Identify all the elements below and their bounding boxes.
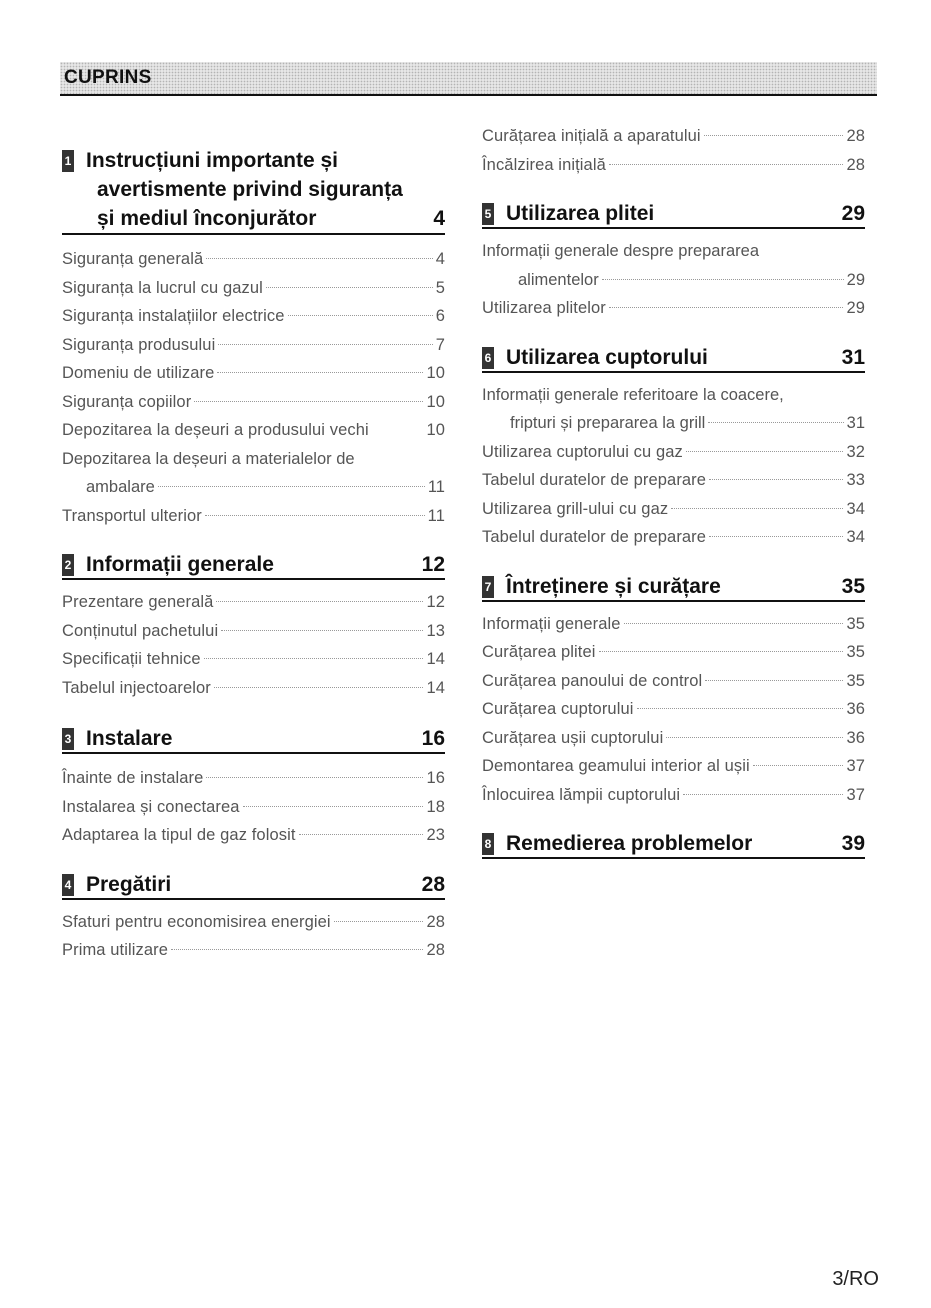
entry-page: 34 [846, 499, 865, 518]
leader-dots [194, 401, 423, 402]
page-number: 3/RO [832, 1268, 879, 1290]
leader-dots [171, 949, 423, 950]
leader-dots [299, 834, 424, 835]
entry-title: Siguranța generală [62, 250, 204, 268]
toc-entry[interactable] [62, 302, 445, 331]
section-title: Utilizarea plitei [506, 202, 655, 225]
section-page: 29 [841, 202, 865, 225]
section-page: 16 [421, 727, 445, 750]
toc-entry[interactable] [482, 495, 865, 524]
toc-left-column [62, 110, 445, 965]
entry-title: Informații generale despre prepararea [482, 242, 759, 260]
leader-dots [216, 601, 423, 602]
leader-dots [708, 422, 843, 423]
section-page: 35 [841, 574, 865, 598]
leader-dots [221, 630, 423, 631]
entry-page: 37 [846, 757, 865, 775]
toc-entry[interactable] [482, 122, 865, 151]
leader-dots [705, 680, 843, 681]
entry-page: 29 [846, 270, 865, 289]
entry-page: 10 [426, 364, 445, 382]
entry-page: 28 [426, 941, 445, 959]
entry-title: Curățarea inițială a aparatului [482, 127, 701, 145]
section-page: 28 [421, 872, 445, 896]
leader-dots [637, 708, 844, 709]
entry-title: Siguranța la lucrul cu gazul [62, 278, 263, 297]
section-title-line: avertismente privind siguranța [97, 178, 403, 201]
entry-title: Utilizarea grill-ului cu gaz [482, 499, 669, 518]
entry-page: 29 [846, 299, 865, 317]
section-heading[interactable] [482, 831, 865, 859]
section-number-badge: 3 [62, 728, 74, 750]
entry-title: Informații generale referitoare la coacere, [482, 385, 784, 404]
leader-dots [602, 279, 844, 280]
leader-dots [206, 777, 423, 778]
toc-entry[interactable] [482, 466, 865, 495]
toc-right-column [482, 122, 865, 859]
leader-dots [704, 135, 844, 136]
leader-dots [709, 536, 843, 537]
entry-title: Curățarea ușii cuptorului [482, 728, 664, 747]
entry-title: Tabelul injectoarelor [62, 678, 211, 697]
entry-page: 6 [435, 307, 445, 325]
page-title: CUPRINS [64, 67, 152, 88]
leader-dots [671, 508, 843, 509]
entry-title: Siguranța instalațiilor electrice [62, 307, 285, 325]
toc-entry[interactable] [482, 438, 865, 467]
entry-page: 13 [426, 621, 445, 640]
entry-title: Încălzirea inițială [482, 155, 606, 174]
leader-dots [217, 372, 423, 373]
leader-dots [683, 794, 843, 795]
leader-dots [609, 307, 844, 308]
entry-title: Tabelul duratelor de preparare [482, 528, 707, 546]
section-heading[interactable] [62, 552, 445, 580]
section-heading[interactable] [482, 345, 865, 373]
toc-entry[interactable] [62, 502, 445, 531]
toc-entry[interactable] [62, 617, 445, 646]
section-page: 31 [841, 345, 865, 369]
entry-title: Prima utilizare [62, 941, 169, 959]
toc-section-1 [62, 146, 445, 530]
entry-page: 28 [846, 155, 865, 174]
toc-entry[interactable] [482, 523, 865, 552]
entry-title: Siguranța produsului [62, 335, 216, 354]
entry-title: Înainte de instalare [62, 769, 204, 787]
section-heading[interactable] [482, 201, 865, 229]
section-page: 4 [433, 207, 445, 230]
section-number-badge: 4 [62, 874, 74, 896]
section-number-badge: 8 [482, 833, 494, 855]
section-page: 12 [421, 553, 445, 576]
entry-page: 11 [427, 506, 445, 525]
section-heading[interactable] [62, 726, 445, 754]
leader-dots [709, 479, 843, 480]
entry-title: Informații generale [482, 614, 621, 633]
toc-entry[interactable] [62, 674, 445, 703]
entry-title: Prezentare generală [62, 593, 214, 611]
toc-entry[interactable] [482, 638, 865, 667]
leader-dots [624, 623, 844, 624]
toc-entry[interactable] [62, 821, 445, 850]
toc-entry[interactable] [62, 445, 445, 502]
entry-page: 34 [846, 528, 865, 546]
toc-section-6 [482, 345, 865, 552]
entry-page: 16 [426, 769, 445, 787]
entry-page: 7 [435, 335, 445, 354]
toc-entry[interactable] [62, 388, 445, 417]
entry-title: Curățarea cuptorului [482, 700, 634, 718]
entry-title: Demontarea geamului interior al ușii [482, 757, 750, 775]
entry-page: 31 [846, 414, 865, 432]
toc-section-2 [62, 552, 445, 702]
entry-title: Domeniu de utilizare [62, 364, 215, 382]
toc-entry[interactable] [482, 294, 865, 323]
section-title: Pregătiri [86, 872, 172, 896]
leader-dots [288, 315, 433, 316]
toc-entry[interactable] [482, 752, 865, 781]
leader-dots [609, 164, 844, 165]
entry-page: 11 [427, 478, 445, 496]
header-rule [60, 94, 877, 96]
leader-dots [243, 806, 424, 807]
leader-dots [599, 651, 844, 652]
toc-entry[interactable] [482, 381, 865, 438]
toc-entry[interactable] [62, 936, 445, 965]
toc-section-5 [482, 201, 865, 323]
section-number-badge: 2 [62, 554, 74, 576]
section-title: Informații generale [86, 553, 274, 576]
entry-title-cont: alimentelor [518, 270, 599, 289]
entry-page: 33 [846, 471, 865, 489]
entry-title-cont: fripturi și prepararea la grill [510, 414, 706, 432]
toc-entry[interactable] [482, 151, 865, 180]
entry-title: Depozitarea la deșeuri a materialelor de [62, 449, 355, 468]
entry-title: Utilizarea cuptorului cu gaz [482, 442, 683, 461]
entry-page: 5 [435, 278, 445, 297]
section-number-badge: 5 [482, 203, 494, 225]
section-heading[interactable] [62, 146, 445, 235]
toc-entry[interactable] [62, 416, 445, 445]
entry-page: 35 [846, 643, 865, 661]
leader-dots [686, 451, 844, 452]
toc-entry[interactable] [482, 695, 865, 724]
section-title: Utilizarea cuptorului [506, 345, 708, 369]
leader-dots [205, 515, 425, 516]
entry-title: Transportul ulterior [62, 506, 202, 525]
toc-entry[interactable] [62, 793, 445, 822]
leader-dots [334, 921, 424, 922]
section-number-badge: 1 [62, 150, 74, 172]
entry-title: Siguranța copiilor [62, 392, 192, 411]
toc-entry[interactable] [62, 588, 445, 617]
toc-entry[interactable] [62, 274, 445, 303]
toc-entry[interactable] [62, 645, 445, 674]
entry-title: Depozitarea la deșeuri a produsului vechi [62, 421, 369, 439]
header-bar [60, 62, 877, 94]
entry-title: Utilizarea plitelor [482, 299, 606, 317]
entry-page: 23 [426, 826, 445, 844]
toc-entry[interactable] [62, 908, 445, 937]
section-title-line: și mediul înconjurător [97, 207, 317, 230]
toc-section-8 [482, 831, 865, 859]
entry-page: 10 [426, 392, 445, 411]
section-title-line: Instrucțiuni importante și [86, 149, 339, 172]
entry-page: 35 [846, 614, 865, 633]
entry-page: 4 [435, 250, 445, 268]
toc-entry[interactable] [62, 245, 445, 274]
leader-dots [214, 687, 424, 688]
entry-page: 36 [846, 728, 865, 747]
section-number-badge: 7 [482, 576, 494, 598]
section-heading[interactable] [62, 872, 445, 900]
entry-title: Conținutul pachetului [62, 621, 219, 640]
toc-entry[interactable] [482, 237, 865, 294]
section-title: Întreținere și curățare [506, 574, 721, 598]
entry-page: 14 [426, 678, 445, 697]
entry-page: 35 [846, 671, 865, 690]
entry-page: 37 [846, 785, 865, 804]
leader-dots [753, 765, 844, 766]
toc-entry[interactable] [482, 781, 865, 810]
entry-page: 18 [426, 797, 445, 816]
toc-section-7 [482, 574, 865, 810]
entry-title: Specificații tehnice [62, 650, 201, 668]
toc-entry[interactable] [482, 724, 865, 753]
entry-page: 14 [426, 650, 445, 668]
entry-title: Sfaturi pentru economisirea energiei [62, 912, 331, 931]
entry-title: Adaptarea la tipul de gaz folosit [62, 826, 296, 844]
leader-dots [204, 658, 424, 659]
toc-section-3 [62, 726, 445, 850]
section-heading[interactable] [482, 574, 865, 602]
section-page: 39 [841, 832, 865, 855]
section-title: Remedierea problemelor [506, 832, 753, 855]
toc-entry[interactable] [62, 331, 445, 360]
toc-section-4 [62, 872, 445, 965]
entry-title: Instalarea și conectarea [62, 797, 240, 816]
section-number-badge: 6 [482, 347, 494, 369]
entry-page: 32 [846, 442, 865, 461]
entry-title: Curățarea plitei [482, 643, 596, 661]
toc-entry[interactable] [62, 359, 445, 388]
entry-title: Curățarea panoului de control [482, 671, 703, 690]
entry-title-cont: ambalare [86, 478, 155, 496]
entry-page: 28 [426, 912, 445, 931]
entry-page: 12 [426, 593, 445, 611]
toc-entry[interactable] [62, 764, 445, 793]
entry-page: 10 [426, 421, 445, 439]
entry-title: Tabelul duratelor de preparare [482, 471, 707, 489]
entry-title: Înlocuirea lămpii cuptorului [482, 785, 681, 804]
leader-dots [206, 258, 432, 259]
leader-dots [218, 344, 432, 345]
leader-dots [266, 287, 433, 288]
toc-entry[interactable] [482, 667, 865, 696]
section-title: Instalare [86, 727, 173, 750]
leader-dots [666, 737, 843, 738]
toc-entry[interactable] [482, 610, 865, 639]
entry-page: 36 [846, 700, 865, 718]
entry-page: 28 [846, 127, 865, 145]
leader-dots [158, 486, 425, 487]
